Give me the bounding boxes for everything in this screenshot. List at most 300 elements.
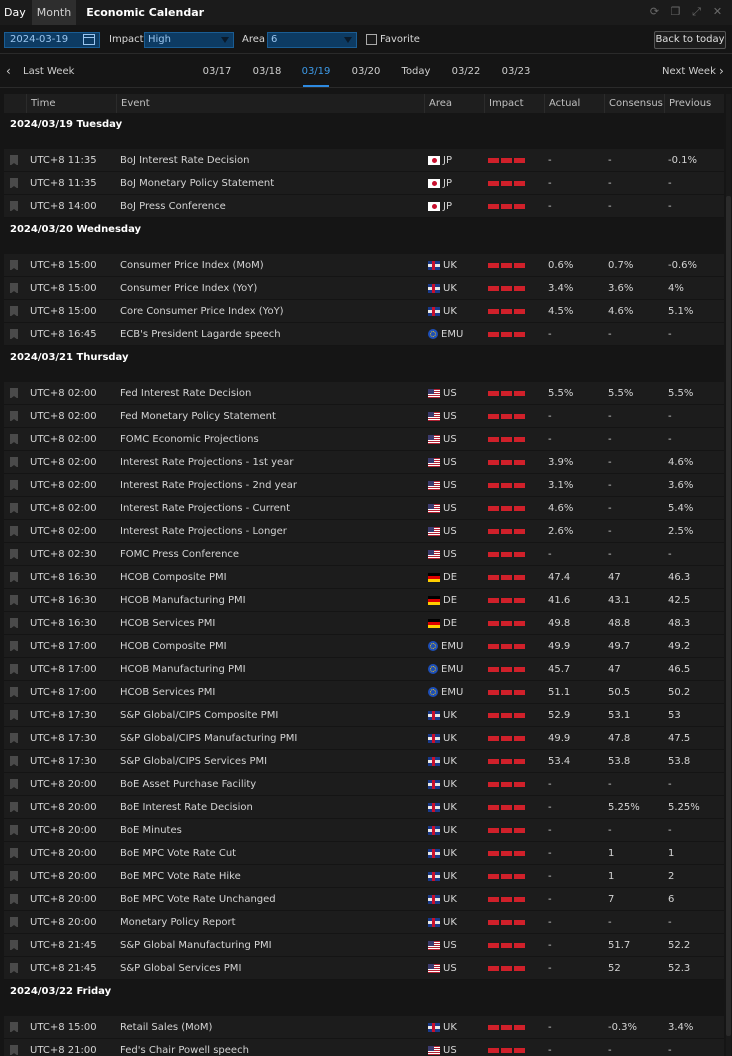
date-picker[interactable] [4, 32, 100, 48]
impact-bar [501, 621, 512, 626]
time-cell: UTC+8 16:30 [30, 594, 97, 606]
de-flag-icon [428, 596, 440, 605]
previous-cell: -0.6% [668, 259, 698, 271]
impact-cell [484, 934, 544, 957]
impact-bar [501, 460, 512, 465]
area-code: UK [443, 824, 457, 836]
uk-flag-icon [428, 895, 440, 904]
bookmark-icon[interactable] [10, 178, 18, 188]
consensus-cell: 7 [608, 893, 615, 905]
bookmark-icon[interactable] [10, 687, 18, 697]
impact-bar [514, 851, 525, 856]
consensus-cell: - [608, 154, 612, 166]
time-cell: UTC+8 21:00 [30, 1044, 97, 1056]
impact-bar [501, 286, 512, 291]
bookmark-icon[interactable] [10, 260, 18, 270]
bookmark-icon[interactable] [10, 641, 18, 651]
previous-cell: 46.3 [668, 571, 691, 583]
impact-bar [514, 713, 525, 718]
bookmark-icon[interactable] [10, 1045, 18, 1055]
chevron-left-icon[interactable]: ‹ [6, 64, 11, 78]
area-cell [424, 888, 484, 911]
table-row[interactable] [4, 254, 724, 277]
impact-bar [488, 644, 499, 649]
bookmark-icon[interactable] [10, 503, 18, 513]
column-header-previous[interactable]: Previous [664, 94, 724, 113]
bookmark-icon[interactable] [10, 526, 18, 536]
area-cell [424, 497, 484, 520]
day-tab[interactable]: 03/20 [351, 66, 381, 77]
impact-bar [501, 759, 512, 764]
consensus-cell: - [608, 778, 612, 790]
time-cell: UTC+8 14:00 [30, 200, 97, 212]
area-code: US [443, 525, 457, 537]
area-cell [424, 796, 484, 819]
consensus-cell: 5.5% [608, 387, 634, 399]
event-cell: HCOB Composite PMI [120, 571, 227, 583]
table-row[interactable] [4, 796, 724, 819]
impact-bar [514, 332, 525, 337]
table-row[interactable] [4, 865, 724, 888]
tab-day[interactable]: Day [4, 6, 26, 19]
time-cell: UTC+8 11:35 [30, 154, 97, 166]
impact-bar [501, 736, 512, 741]
emu-flag-icon [428, 687, 438, 697]
impact-bar [488, 966, 499, 971]
event-cell: BoJ Press Conference [120, 200, 226, 212]
table-row[interactable] [4, 1016, 724, 1039]
impact-cell [484, 842, 544, 865]
area-cell [424, 612, 484, 635]
impact-bar [488, 621, 499, 626]
event-cell: S&P Global Manufacturing PMI [120, 939, 272, 951]
day-tab-today[interactable]: Today [401, 66, 431, 77]
favorite-checkbox[interactable] [366, 34, 377, 45]
impact-bar [514, 460, 525, 465]
impact-bar [488, 782, 499, 787]
impact-bar [488, 552, 499, 557]
consensus-cell: - [608, 456, 612, 468]
impact-bar [488, 204, 499, 209]
table-row[interactable] [4, 520, 724, 543]
bookmark-cell [4, 888, 26, 911]
consensus-cell: 47 [608, 571, 621, 583]
column-header-consensus[interactable]: Consensus [604, 94, 664, 113]
last-week-link[interactable]: Last Week [23, 66, 75, 77]
bookmark-cell [4, 911, 26, 934]
event-cell: Retail Sales (MoM) [120, 1021, 213, 1033]
bookmark-cell [4, 300, 26, 323]
bookmark-cell [4, 658, 26, 681]
event-cell: BoE Minutes [120, 824, 182, 836]
impact-label: Impact [109, 34, 144, 45]
uk-flag-icon [428, 803, 440, 812]
impact-bar [514, 1025, 525, 1030]
impact-cell [484, 149, 544, 172]
impact-bar [501, 690, 512, 695]
previous-cell: 5.25% [668, 801, 700, 813]
impact-cell [484, 888, 544, 911]
consensus-cell: 1 [608, 847, 615, 859]
bookmark-icon[interactable] [10, 201, 18, 211]
bookmark-icon[interactable] [10, 283, 18, 293]
impact-cell [484, 681, 544, 704]
previous-cell: - [668, 433, 672, 445]
title-bar [0, 0, 732, 25]
impact-bar [501, 966, 512, 971]
day-tab[interactable]: 03/23 [501, 66, 531, 77]
area-cell [424, 865, 484, 888]
impact-cell [484, 589, 544, 612]
actual-cell: - [548, 548, 552, 560]
day-tab[interactable]: 03/17 [202, 66, 232, 77]
bookmark-icon[interactable] [10, 710, 18, 720]
consensus-cell: - [608, 177, 612, 189]
bookmark-icon[interactable] [10, 940, 18, 950]
table-row[interactable] [4, 405, 724, 428]
impact-bar [514, 552, 525, 557]
bookmark-icon[interactable] [10, 329, 18, 339]
actual-cell: - [548, 433, 552, 445]
table-row[interactable] [4, 566, 724, 589]
previous-cell: - [668, 548, 672, 560]
bookmark-icon[interactable] [10, 572, 18, 582]
area-cell [424, 254, 484, 277]
bookmark-icon[interactable] [10, 894, 18, 904]
previous-cell: 49.2 [668, 640, 691, 652]
impact-bar [514, 644, 525, 649]
previous-cell: 53 [668, 709, 681, 721]
impact-bar [488, 158, 499, 163]
bookmark-icon[interactable] [10, 155, 18, 165]
previous-cell: - [668, 778, 672, 790]
time-cell: UTC+8 17:30 [30, 709, 97, 721]
event-cell: BoE MPC Vote Rate Hike [120, 870, 241, 882]
bookmark-icon[interactable] [10, 756, 18, 766]
impact-bar [488, 414, 499, 419]
bookmark-icon[interactable] [10, 457, 18, 467]
area-code: US [443, 433, 457, 445]
impact-cell [484, 172, 544, 195]
event-cell: FOMC Press Conference [120, 548, 240, 560]
time-cell: UTC+8 20:00 [30, 778, 97, 790]
actual-cell: 47.4 [548, 571, 571, 583]
bookmark-cell [4, 635, 26, 658]
impact-bar [488, 181, 499, 186]
table-row[interactable] [4, 451, 724, 474]
column-header-time[interactable]: Time [26, 94, 116, 113]
bookmark-icon[interactable] [10, 825, 18, 835]
table-row[interactable] [4, 819, 724, 842]
scrollbar-thumb[interactable] [726, 196, 731, 1036]
bookmark-icon[interactable] [10, 664, 18, 674]
table-row[interactable] [4, 773, 724, 796]
actual-cell: 49.9 [548, 640, 571, 652]
table-row[interactable] [4, 727, 724, 750]
uk-flag-icon [428, 872, 440, 881]
jp-flag-icon [428, 179, 440, 188]
time-cell: UTC+8 11:35 [30, 177, 97, 189]
bookmark-cell [4, 405, 26, 428]
event-cell: HCOB Composite PMI [120, 640, 227, 652]
impact-bar [514, 690, 525, 695]
area-code: UK [443, 755, 457, 767]
table-row[interactable] [4, 957, 724, 980]
impact-bar [488, 690, 499, 695]
table-row[interactable] [4, 277, 724, 300]
impact-bar [501, 1025, 512, 1030]
bookmark-icon[interactable] [10, 802, 18, 812]
impact-selected-value: High [148, 34, 171, 45]
impact-bar [514, 506, 525, 511]
previous-cell: 42.5 [668, 594, 691, 606]
consensus-cell: - [608, 916, 612, 928]
area-code: JP [443, 200, 452, 212]
table-row[interactable] [4, 888, 724, 911]
bookmark-icon[interactable] [10, 871, 18, 881]
area-code: EMU [441, 328, 464, 340]
time-cell: UTC+8 16:30 [30, 617, 97, 629]
bookmark-cell [4, 428, 26, 451]
impact-bar [501, 506, 512, 511]
consensus-cell: - [608, 525, 612, 537]
table-row[interactable] [4, 474, 724, 497]
consensus-cell: - [608, 200, 612, 212]
previous-cell: 4.6% [668, 456, 694, 468]
table-row[interactable] [4, 428, 724, 451]
impact-bar [514, 782, 525, 787]
column-header-event[interactable]: Event [116, 94, 424, 113]
event-cell: Core Consumer Price Index (YoY) [120, 305, 284, 317]
table-row[interactable] [4, 323, 724, 346]
next-week-link[interactable]: Next Week [662, 66, 716, 77]
chevron-down-icon [344, 37, 352, 43]
area-cell [424, 149, 484, 172]
area-cell [424, 819, 484, 842]
bookmark-cell [4, 254, 26, 277]
uk-flag-icon [428, 826, 440, 835]
area-cell [424, 635, 484, 658]
table-row[interactable] [4, 934, 724, 957]
actual-cell: - [548, 916, 552, 928]
previous-cell: 2 [668, 870, 675, 882]
us-flag-icon [428, 1046, 440, 1055]
impact-bar [488, 529, 499, 534]
consensus-cell: 51.7 [608, 939, 631, 951]
impact-bar [501, 158, 512, 163]
impact-bar [514, 621, 525, 626]
chevron-right-icon[interactable]: › [719, 64, 724, 78]
bookmark-cell [4, 451, 26, 474]
impact-bar [514, 309, 525, 314]
restore-icon[interactable]: ❐ [670, 5, 681, 18]
impact-select[interactable] [144, 32, 234, 48]
area-code: UK [443, 870, 457, 882]
area-code: EMU [441, 663, 464, 675]
uk-flag-icon [428, 711, 440, 720]
impact-bar [501, 897, 512, 902]
table-row[interactable] [4, 635, 724, 658]
impact-bar [514, 437, 525, 442]
column-header-area[interactable]: Area [424, 94, 484, 113]
bookmark-cell [4, 727, 26, 750]
area-cell [424, 566, 484, 589]
impact-cell [484, 727, 544, 750]
table-row[interactable] [4, 658, 724, 681]
event-cell: S&P Global/CIPS Manufacturing PMI [120, 732, 298, 744]
back-to-today-button[interactable]: Back to today [654, 31, 726, 49]
table-row[interactable] [4, 543, 724, 566]
area-code: UK [443, 305, 457, 317]
bookmark-icon[interactable] [10, 779, 18, 789]
table-row[interactable] [4, 195, 724, 218]
area-cell [424, 520, 484, 543]
bookmark-icon[interactable] [10, 595, 18, 605]
impact-cell [484, 254, 544, 277]
impact-cell [484, 911, 544, 934]
expand-icon[interactable]: ⤢ [692, 5, 701, 18]
time-cell: UTC+8 15:00 [30, 282, 97, 294]
tab-month[interactable]: Month [32, 0, 76, 25]
bookmark-icon[interactable] [10, 388, 18, 398]
table-row[interactable] [4, 704, 724, 727]
table-row[interactable] [4, 612, 724, 635]
bookmark-icon[interactable] [10, 1022, 18, 1032]
refresh-icon[interactable]: ⟳ [649, 5, 660, 18]
previous-cell: 5.5% [668, 387, 694, 399]
column-header-impact[interactable]: Impact [484, 94, 544, 113]
bookmark-icon[interactable] [10, 434, 18, 444]
previous-cell: - [668, 177, 672, 189]
area-cell [424, 704, 484, 727]
impact-cell [484, 497, 544, 520]
impact-bar [514, 736, 525, 741]
impact-bar [488, 391, 499, 396]
day-tab[interactable]: 03/22 [451, 66, 481, 77]
impact-bar [488, 309, 499, 314]
impact-bar [501, 552, 512, 557]
impact-cell [484, 865, 544, 888]
actual-cell: - [548, 939, 552, 951]
area-cell [424, 300, 484, 323]
bookmark-icon[interactable] [10, 480, 18, 490]
impact-bar [514, 391, 525, 396]
bookmark-cell [4, 149, 26, 172]
previous-cell: -0.1% [668, 154, 698, 166]
area-code: DE [443, 594, 458, 606]
area-code: US [443, 410, 457, 422]
uk-flag-icon [428, 1023, 440, 1032]
time-cell: UTC+8 02:00 [30, 387, 97, 399]
impact-bar [488, 1048, 499, 1053]
bookmark-icon[interactable] [10, 549, 18, 559]
previous-cell: - [668, 410, 672, 422]
area-cell [424, 727, 484, 750]
calendar-icon[interactable] [83, 34, 95, 45]
impact-bar [501, 204, 512, 209]
actual-cell: - [548, 824, 552, 836]
event-cell: S&P Global Services PMI [120, 962, 242, 974]
table-row[interactable] [4, 681, 724, 704]
day-tab-active[interactable]: 03/19 [301, 66, 331, 77]
day-tab[interactable]: 03/18 [252, 66, 282, 77]
column-header-actual[interactable]: Actual [544, 94, 604, 113]
filter-bar [0, 27, 732, 54]
table-row[interactable] [4, 842, 724, 865]
table-row[interactable] [4, 172, 724, 195]
table-row[interactable] [4, 589, 724, 612]
bookmark-icon[interactable] [10, 618, 18, 628]
bookmark-cell [4, 382, 26, 405]
bookmark-cell [4, 796, 26, 819]
bookmark-icon[interactable] [10, 733, 18, 743]
window-controls [648, 5, 724, 18]
time-cell: UTC+8 20:00 [30, 801, 97, 813]
active-day-indicator [303, 85, 329, 87]
bookmark-cell [4, 566, 26, 589]
impact-bar [501, 483, 512, 488]
consensus-cell: - [608, 433, 612, 445]
event-cell: Interest Rate Projections - Longer [120, 525, 287, 537]
bookmark-icon[interactable] [10, 306, 18, 316]
consensus-cell: 48.8 [608, 617, 631, 629]
impact-bar [501, 828, 512, 833]
bookmark-icon[interactable] [10, 963, 18, 973]
bookmark-icon[interactable] [10, 917, 18, 927]
impact-bar [488, 667, 499, 672]
bookmark-cell [4, 543, 26, 566]
previous-cell: 2.5% [668, 525, 694, 537]
impact-cell [484, 323, 544, 346]
impact-bar [514, 805, 525, 810]
area-cell [424, 428, 484, 451]
impact-bar [514, 263, 525, 268]
uk-flag-icon [428, 849, 440, 858]
table-row[interactable] [4, 497, 724, 520]
event-cell: Interest Rate Projections - Current [120, 502, 291, 514]
bookmark-cell [4, 681, 26, 704]
bookmark-icon[interactable] [10, 848, 18, 858]
impact-cell [484, 750, 544, 773]
actual-cell: 5.5% [548, 387, 574, 399]
bookmark-icon[interactable] [10, 411, 18, 421]
area-code: US [443, 387, 457, 399]
table-row[interactable] [4, 300, 724, 323]
table-row[interactable] [4, 1039, 724, 1056]
impact-bar [488, 332, 499, 337]
area-code: UK [443, 801, 457, 813]
table-row[interactable] [4, 750, 724, 773]
actual-cell: 3.9% [548, 456, 574, 468]
close-icon[interactable]: ✕ [712, 5, 723, 18]
area-select[interactable] [267, 32, 357, 48]
area-code: DE [443, 571, 458, 583]
table-row[interactable] [4, 149, 724, 172]
area-cell [424, 474, 484, 497]
impact-bar [514, 920, 525, 925]
table-row[interactable] [4, 911, 724, 934]
impact-cell [484, 704, 544, 727]
area-cell [424, 1016, 484, 1039]
actual-cell: - [548, 200, 552, 212]
impact-bar [501, 920, 512, 925]
us-flag-icon [428, 550, 440, 559]
time-cell: UTC+8 02:00 [30, 410, 97, 422]
impact-bar [501, 598, 512, 603]
event-cell: Interest Rate Projections - 2nd year [120, 479, 297, 491]
consensus-cell: - [608, 479, 612, 491]
table-row[interactable] [4, 382, 724, 405]
